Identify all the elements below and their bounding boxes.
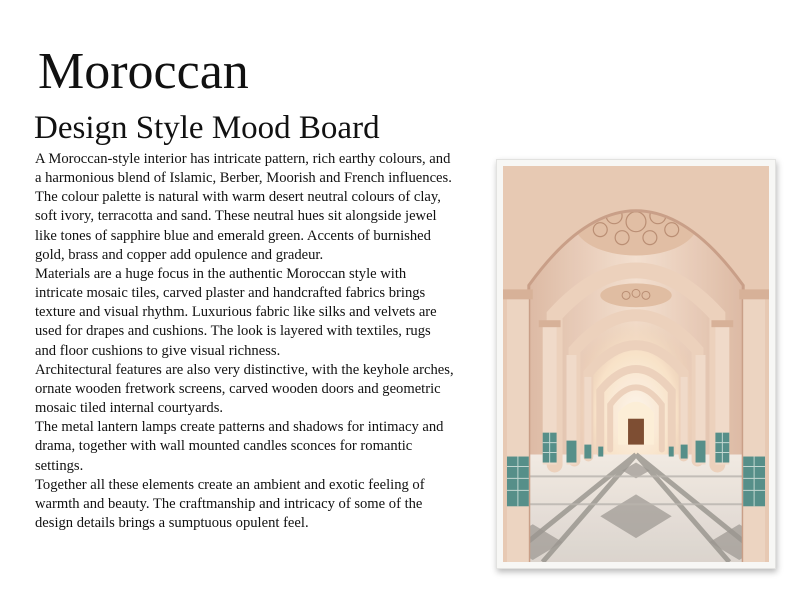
- paragraph-materials: Materials are a huge focus in the authentic Moroccan style with intricate mosaic tiles, carved plaster and handcrafted fabrics brings texture and visual rhythm. Luxurious fabric like silks and velvets are used for drapes and cushions. The look is layered with textiles, rugs and floor cushions to give visual richness.: [35, 265, 437, 359]
- paragraph-conclusion: Together all these elements create an ambient and exotic feeling of warmth and beauty. The craftmanship and intricacy of some of the design details brings a sumptuous opulent feel.: [35, 476, 425, 531]
- description-text: [35, 150, 455, 533]
- page-subtitle: Design Style Mood Board: [34, 110, 380, 146]
- paragraph-colour-palette: The colour palette is natural with warm desert neutral colours of clay, soft ivory, terracotta and sand. These neutral hues sit alongside jewel like tones of sapphire blue and emerald green. Accents of burnished gold, brass and copper add opulence and gradeur.: [35, 189, 441, 263]
- framed-photo: [496, 159, 776, 569]
- paragraph-intro: A Moroccan-style interior has intricate pattern, rich earthy colours, and a harmonious blend of Islamic, Berber, Moorish and French influences.: [35, 151, 452, 187]
- page-title: Moroccan: [38, 43, 249, 100]
- paragraph-lanterns: The metal lantern lamps create patterns and shadows for intimacy and drama, together with wall mounted candles sconces for romantic settings.: [35, 419, 444, 474]
- paragraph-architecture: Architectural features are also very distinctive, with the keyhole arches, ornate wooden fretwork screens, carved wooden doors and geometric mosaic tiled internal courtyards.: [35, 361, 454, 417]
- arched-corridor-photo: [503, 166, 769, 562]
